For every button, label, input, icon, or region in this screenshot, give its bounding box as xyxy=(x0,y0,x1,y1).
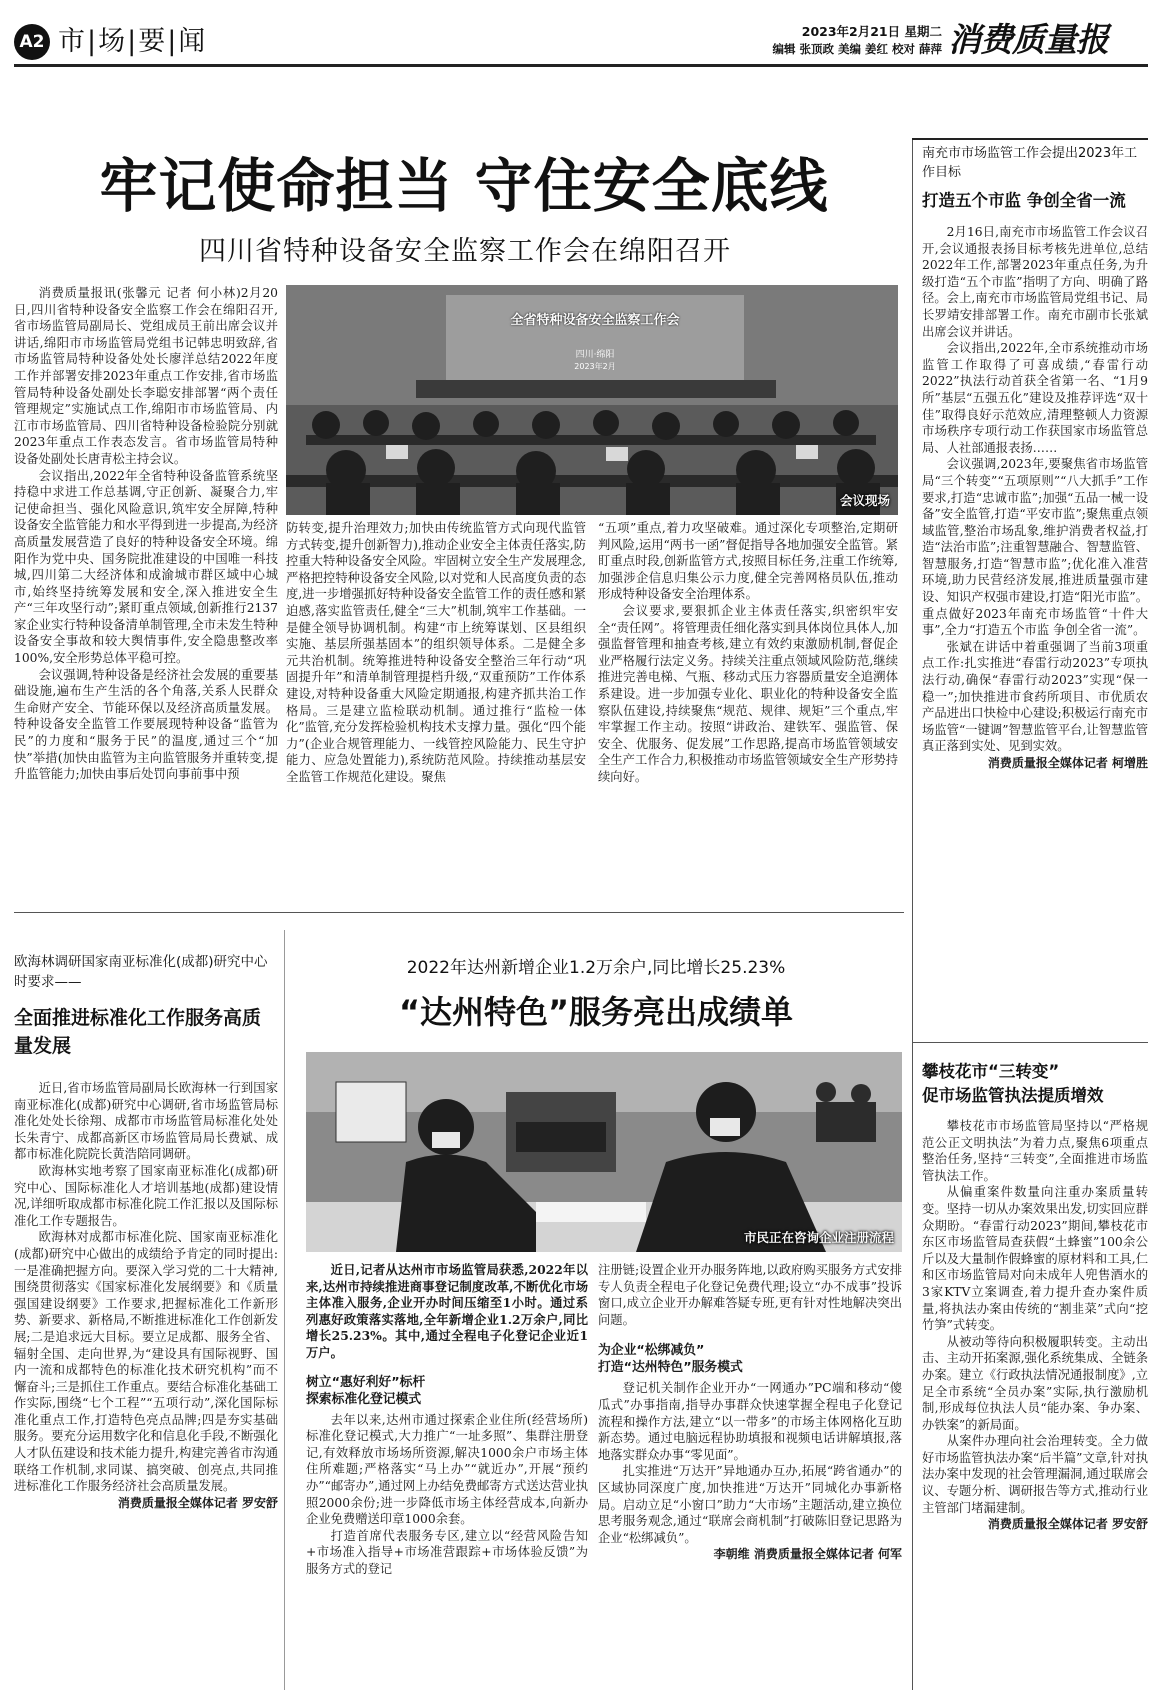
middle-photo xyxy=(306,1052,902,1252)
lead-column-3 xyxy=(598,520,898,910)
middle-paragraph: 登记机关制作企业开办“一网通办”PC端和移动“傻瓜式”办事指南,指导办事群众快速掌握全程电子化登记流程和操作方法,建立“以一带多”的市场主体网格化互助新态势。通过电脑远程协助填报和视频电话讲解填报,落地落实群众办事“零见面”。 xyxy=(598,1381,902,1462)
right-top-body xyxy=(922,224,1148,984)
editors-line: 编辑 张顶政 美编 姜红 校对 薛萍 xyxy=(772,42,942,56)
right-top-rule xyxy=(912,138,1148,140)
right-bottom-body xyxy=(922,1118,1148,1693)
middle-bottom-title: “达州特色”服务亮出成绩单 xyxy=(398,993,794,1031)
lead-column-1 xyxy=(14,285,278,905)
lead-paragraph: 防转变,提升治理效力;加快由传统监管方式向现代监管方式转变,提升创新智力),推动企业安全主体责任落实,防控重大特种设备安全风险。牢固树立安全生产发展理念,严格把控特种设备安全风险,以对党和人民高度负责的态度,进一步增强抓好特种设备安全监管工作的责任感和紧迫感,落实监管责任,健全“三大”机制,筑牢工作基础。一是健全领导协调机制。构建“市上统筹谋划、区县组织实施、基层所强基固本”的组织领导体系。二是健全多元共治机制。统筹推进特种设备安全整治三年行动“巩固提升年”和清单制管理提档升级,“双重预防”工作体系建设,对特种设备重大风险定期通报,构建齐抓共治工作格局。三是建立监检联动机制。通过推行“监检一体化”监管,充分发挥检验机构技术支撑力量。强化“四个能力”(企业合规管理能力、一线管控风险能力、民生守护能力、应急处置能力),系统防范风险。持续推动基层安全监管工作规范化建设。聚焦 xyxy=(286,521,586,784)
right-column-divider xyxy=(912,140,913,1690)
page-number: A2 xyxy=(19,32,45,52)
issue-date: 2023年2月21日 星期二 xyxy=(801,24,942,39)
page-number-badge xyxy=(14,24,50,60)
right-top-paragraph: 2月16日,南充市市场监管工作会议召开,会议通报表扬目标考核先进单位,总结2022年工作,部署2023年重点任务,为升级打造“五个市监”指明了方向、明确了路径。会上,南充市市场监管局党组书记、局长罗靖安排部署工作。南充市副市长张斌出席会议并讲话。 xyxy=(922,225,1148,339)
middle-paragraph: 打造首席代表服务专区,建立以“经营风险告知+市场准入指导+市场准营跟踪+市场体验反馈”为服务方式的登记 xyxy=(306,1528,588,1576)
photo-banner-text: 全省特种设备安全监察工作会 xyxy=(510,313,680,328)
middle-subhead-2: 为企业“松绑减负” 打造“达州特色”服务模式 xyxy=(598,1343,743,1376)
page-header xyxy=(0,0,1162,70)
right-top-paragraph: 会议强调,2023年,要聚焦省市场监管局“三个转变”“五项原则”“八大抓手”工作要求,打造“忠诚市监”;加强“五品一械一设备”安全监管,打造“平安市监”;聚焦重点领域监管,整治市场乱象,维护消费者权益,打造“法治市监”;注重智慧融合、智慧监管、智慧服务,打造“智慧市监”;优化准入准营环境,助力民营经济发展,推进质量强市建设、知识产权强市建设,打造“阳光市监”。重点做好2023年南充市场监管“十件大事”,全力“打造五个市监 争创全省一流”。 xyxy=(922,457,1148,638)
middle-column-b xyxy=(598,1262,902,1692)
middle-paragraph: 扎实推进“万达开”异地通办互办,拓展“跨省通办”的区域协同深度广度,加快推进“万达开”同城化办事新格局。启动立足“小窗口”助力“大市场”主题活动,建立换位思考服务观念,通过“联席会商机制”打破陈旧登记思路为企业“松绑减负”。 xyxy=(598,1464,902,1545)
lead-paragraph: 会议强调,特种设备是经济社会发展的重要基础设施,遍布生产生活的各个角落,关系人民群众生命财产安全、节能环保以及经济高质量发展。特种设备安全监管工作要展现特种设备“监管为民”的力度和“服务于民”的温度,通过三个“加快”举措(加快由监管为主向监管服务并重转变,提升监管能力;加快由事后处罚向事前事中预 xyxy=(14,667,278,782)
middle-photo-caption: 市民正在咨询企业注册流程 xyxy=(743,1230,894,1245)
left-bottom-body xyxy=(14,1080,278,1690)
right-top-kicker: 南充市市场监管工作会提出2023年工作目标 xyxy=(922,146,1138,180)
left-bottom-title: 全面推进标准化工作服务高质量发展 xyxy=(14,1007,262,1057)
left-bottom-paragraph: 近日,省市场监管局副局长欧海林一行到国家南亚标准化(成都)研究中心调研,省市场监管局标准化处处长徐翔、成都市市场监管局标准化处处长朱青宁、成都高新区市场监管局局长费斌、成都市标准化院院长黄浩陪同调研。 xyxy=(14,1081,278,1162)
right-top-signature: 消费质量报全媒体记者 柯增胜 xyxy=(987,756,1148,770)
lead-title: 牢记使命担当 守住安全底线 xyxy=(99,152,829,220)
left-bottom-signature: 消费质量报全媒体记者 罗安舒 xyxy=(117,1495,278,1510)
lead-paragraph: 会议要求,要狠抓企业主体责任落实,织密织牢安全“责任网”。将管理责任细化落实到具体岗位具体人,加强监督管理和抽查考核,建立有效约束激励机制,督促企业严格履行法定义务。持续关注重点领域风险防范,继续推进完善电梯、气瓶、移动式压力容器质量安全追溯体系建设。进一步加强专业化、职业化的特种设备安全监察队伍建设,持续聚焦“规范、规律、规矩”三个重点,牢牢掌握工作主动。按照“讲政治、建铁军、强监管、保安全、优服务、促发展”工作思路,提高市场监管领域安全生产工作合力,积极推动市场监管领域安全生产形势持续向好。 xyxy=(598,603,898,784)
right-top-paragraph: 张斌在讲话中着重强调了当前3项重点工作:扎实推进“春雷行动2023”专项执法行动,确保“春雷行动2023”实现“保一稳一”;加快推进市食药所项目、市优质农产品进出口快检中心建设;积极运行南充市场监管“一键调”智慧监管平台,让智慧监管真正落到实处、见到实效。 xyxy=(922,639,1148,754)
right-top-paragraph: 会议指出,2022年,全市系统推动市场监管工作取得了可喜成绩,“春雷行动2022”执法行动首获全省第一名、“1月9所”基层“五强五化”建设及推荐评选“双十佳”取得良好示范效应,清理整顿人力资源市场秩序专项行动工作获国家市场监管总局、人社部通报表扬…… xyxy=(922,341,1148,455)
photo-banner-date: 2023年2月 xyxy=(574,362,616,371)
left-bottom-paragraph: 欧海林对成都市标准化院、国家南亚标准化(成都)研究中心做出的成绩给予肯定的同时提出:一是准确把握方向。要深入学习党的二十大精神,围绕贯彻落实《国家标准化发展纲要》和《质量强国建设纲要》工作要求,把握标准化工作新形势、新要求、新格局,不断推进标准化工作创新发展;二是追求远大目标。要立足成都、服务全省、辐射全国、走向世界,为“建设具有国际视野、国内一流和成都特色的标准化技术研究机构”而不懈奋斗;三是抓住工作重点。要结合标准化基础工作实际,围绕“七个工程”“五项行动”,深化国际标准化重点工作,打造特色亮点品牌;四是夯实基础服务。要充分运用数字化和信息化手段,不断强化人才队伍建设和技术能力提升,构建完善省市沟通联络工作机制,求同谋、搞突破、创亮点,共同推进标准化工作服务经济社会高质量发展。 xyxy=(14,1230,278,1494)
right-mid-rule xyxy=(912,1042,1148,1043)
right-bottom-signature: 消费质量报全媒体记者 罗安舒 xyxy=(987,1517,1148,1532)
right-bottom-title: 攀枝花市“三转变” 促市场监管执法提质增效 xyxy=(922,1062,1104,1105)
right-bottom-paragraph: 从被动等待向积极履职转变。主动出击、主动开拓案源,强化系统集成、全链条办案。建立《行政执法情况通报制度》,立足全市系统“全员办案”实际,执行激励机制,形成每位执法人员“能办案、争办案、办铁案”的新局面。 xyxy=(922,1334,1148,1432)
left-bottom-kicker: 欧海林调研国家南亚标准化(成都)研究中心时要求—— xyxy=(14,954,268,990)
section-name: 市|场|要|闻 xyxy=(58,26,208,57)
middle-bottom-kicker: 2022年达州新增企业1.2万余户,同比增长25.23% xyxy=(406,958,786,978)
photo-banner-place: 四川·绵阳 xyxy=(575,350,615,360)
lead-photo-caption: 会议现场 xyxy=(839,493,890,508)
middle-signature: 李朝维 消费质量报全媒体记者 何军 xyxy=(713,1547,902,1562)
middle-column-a xyxy=(306,1262,588,1692)
paper-name: 消费质量报 xyxy=(948,20,1108,59)
middle-paragraph: 去年以来,达州市通过探索企业住所(经营场所)标准化登记模式,大力推广“一址多照”、集群注册登记,有效释放市场场所资源,解决1000余户市场主体住所难题;严格落实“马上办”“就近办”,开展“预约办”“邮寄办”,通过网上办结免费邮寄方式送达营业执照2000余份;进一步降低市场主体经营成本,向新办企业免费赠送印章1000余套。 xyxy=(306,1412,588,1527)
lead-paragraph: “五项”重点,着力攻坚破难。通过深化专项整治,定期研判风险,运用“两书一函”督促指导各地加强安全监管。紧盯重点时段,创新监管方式,按照目标任务,注重工作统筹,加强涉企信息归集公示力度,健全完善网格员队伍,推动形成特种设备安全治理体系。 xyxy=(598,521,898,602)
right-top-title: 打造五个市监 争创全省一流 xyxy=(922,191,1126,210)
middle-paragraph: 注册链;设置企业开办服务阵地,以政府购买服务方式安排专人负责全程电子化登记免费代理;设立“办不成事”投诉窗口,成立企业开办解难答疑专班,更有针对性地解决突出问题。 xyxy=(598,1263,902,1327)
right-bottom-paragraph: 从偏重案件数量向注重办案质量转变。坚持一切从办案效果出发,切实回应群众期盼。“春雷行动2023”期间,攀枝花市东区市场监管局查获假“土蜂蜜”100余公斤以及大量制作假蜂蜜的原材料和工具,仁和区市场监管局对向未成年人兜售酒水的3家KTV立案调查,着力提升查办案件质量,将执法办案由传统的“割韭菜”式向“挖竹笋”式转变。 xyxy=(922,1185,1148,1333)
right-bottom-paragraph: 攀枝花市市场监管局坚持以“严格规范公正文明执法”为着力点,聚焦6项重点整治任务,坚持“三转变”,全面推进市场监管执法工作。 xyxy=(922,1119,1148,1183)
lead-paragraph: 会议指出,2022年全省特种设备监管系统坚持稳中求进工作总基调,守正创新、凝聚合力,牢记使命担当、强化风险意识,筑牢安全屏障,特种设备安全监管能力和水平得到进一步提高,为经济高质量发展营造了良好的特种设备安全环境。绵阳作为党中央、国务院批准建设的中国唯一科技城,四川第二大经济体和成渝城市群区域中心城市,始终坚持统筹发展和安全,深入推进安全生产“三年攻坚行动”;紧盯重点领域,创新推行2137家企业实行特种设备清单制管理,全市未发生特种设备安全事故和较大舆情事件,安全隐患整改率100%,安全形势总体平稳可控。 xyxy=(14,468,278,666)
left-bottom-paragraph: 欧海林实地考察了国家南亚标准化(成都)研究中心、国际标准化人才培训基地(成都)建设情况,详细听取成都市标准化院工作汇报以及国际标准化工作专题报告。 xyxy=(14,1163,278,1228)
lead-subtitle: 四川省特种设备安全监察工作会在绵阳召开 xyxy=(199,236,731,267)
lead-column-2 xyxy=(286,520,586,910)
middle-subhead-1: 树立“惠好利好”标杆 探索标准化登记模式 xyxy=(306,1374,426,1407)
lead-photo xyxy=(286,285,898,515)
lead-paragraph: 消费质量报讯(张馨元 记者 何小林)2月20日,四川省特种设备安全监察工作会在绵阳召开,省市场监管局副局长、党组成员王前出席会议并讲话,绵阳市市场监管局党组书记韩忠明致辞,省市场监管局特种设备处处长廖洋总结2022年度工作并部署安排2023年重点工作安排,省市场监管局特种设备处副处长李聪安排部署“两个责任管理规定”实施试点工作,绵阳市市场监管局、内江市市场监管局、四川省特种设备检验院分别就2023年重点工作表态发言。省市场监管局特种设备处副处长唐青松主持会议。 xyxy=(14,286,278,466)
header-rule xyxy=(14,64,1148,67)
bottom-left-divider xyxy=(284,930,285,1690)
lead-bottom-rule xyxy=(14,912,904,913)
middle-intro: 近日,记者从达州市市场监管局获悉,2022年以来,达州市持续推进商事登记制度改革,不断优化市场主体准入服务,企业开办时间压缩至1小时。通过系列惠好政策落实落地,全年新增企业1.2万余户,同比增长25.23%。其中,通过全程电子化登记企业近1万户。 xyxy=(306,1262,588,1360)
registration-photo-illustration xyxy=(306,1052,902,1252)
right-bottom-paragraph: 从案件办理向社会治理转变。全力做好市场监管执法办案“后半篇”文章,针对执法办案中发现的社会管理漏洞,通过联席会议、专题分析、调研报告等方式,推动行业主管部门堵漏建制。 xyxy=(922,1434,1148,1515)
